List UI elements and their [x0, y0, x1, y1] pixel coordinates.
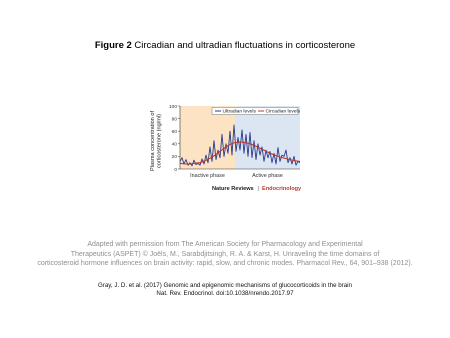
figure-label: Figure 2 [94, 40, 132, 51]
publisher-logo [212, 186, 302, 192]
legend-label-1: Circadian levels [265, 109, 301, 115]
figure-caption: Circadian and ultradian fluctuations in corticosterone [134, 40, 356, 51]
publisher-name: Nature Reviews [212, 186, 254, 192]
y-axis-label-line2: corticosterone (ng/ml) [156, 113, 163, 169]
chart-legend [212, 108, 301, 115]
citation-line-2: Nat. Rev. Endocrinol. doi:10.1038/nrendo.2017.97 [156, 290, 294, 298]
y-tick-label-2: 40 [171, 142, 177, 148]
y-axis-label-line1: Plasma concentration of [150, 110, 156, 172]
y-tick-label-4: 80 [171, 117, 177, 123]
credit-line-3: corticosteroid hormone influences on brain activity: rapid, slow, and chronic modes. Pharmacol Rev., 64, 901–938 (2012). [37, 260, 413, 268]
phase-backgrounds [180, 106, 300, 169]
publisher-section: Endocrinology [262, 186, 302, 192]
y-tick-label-0: 0 [174, 167, 177, 173]
credit-line-2: Therapeutics (ASPET) © Joëls, M., Sarabdjitsingh, R. A. & Karst, H. Unraveling the time domains of [70, 250, 380, 258]
legend-label-0: Ultradian levels [222, 109, 256, 115]
y-tick-label-5: 100 [168, 104, 177, 110]
citation-line-1: Gray, J. D. et al. (2017) Genomic and epigenomic mechanisms of glucocorticoids in the brain [97, 282, 353, 289]
publisher-separator: | [257, 186, 260, 192]
phase-label-0: Inactive phase [190, 173, 225, 179]
phase-label-1: Active phase [252, 173, 283, 179]
y-tick-label-1: 20 [171, 155, 177, 161]
credit-text [0, 240, 450, 269]
citation-text [0, 282, 450, 299]
y-tick-label-3: 60 [171, 130, 177, 135]
credit-line-1: Adapted with permission from The American Society for Pharmacology and Experimental [87, 241, 363, 248]
